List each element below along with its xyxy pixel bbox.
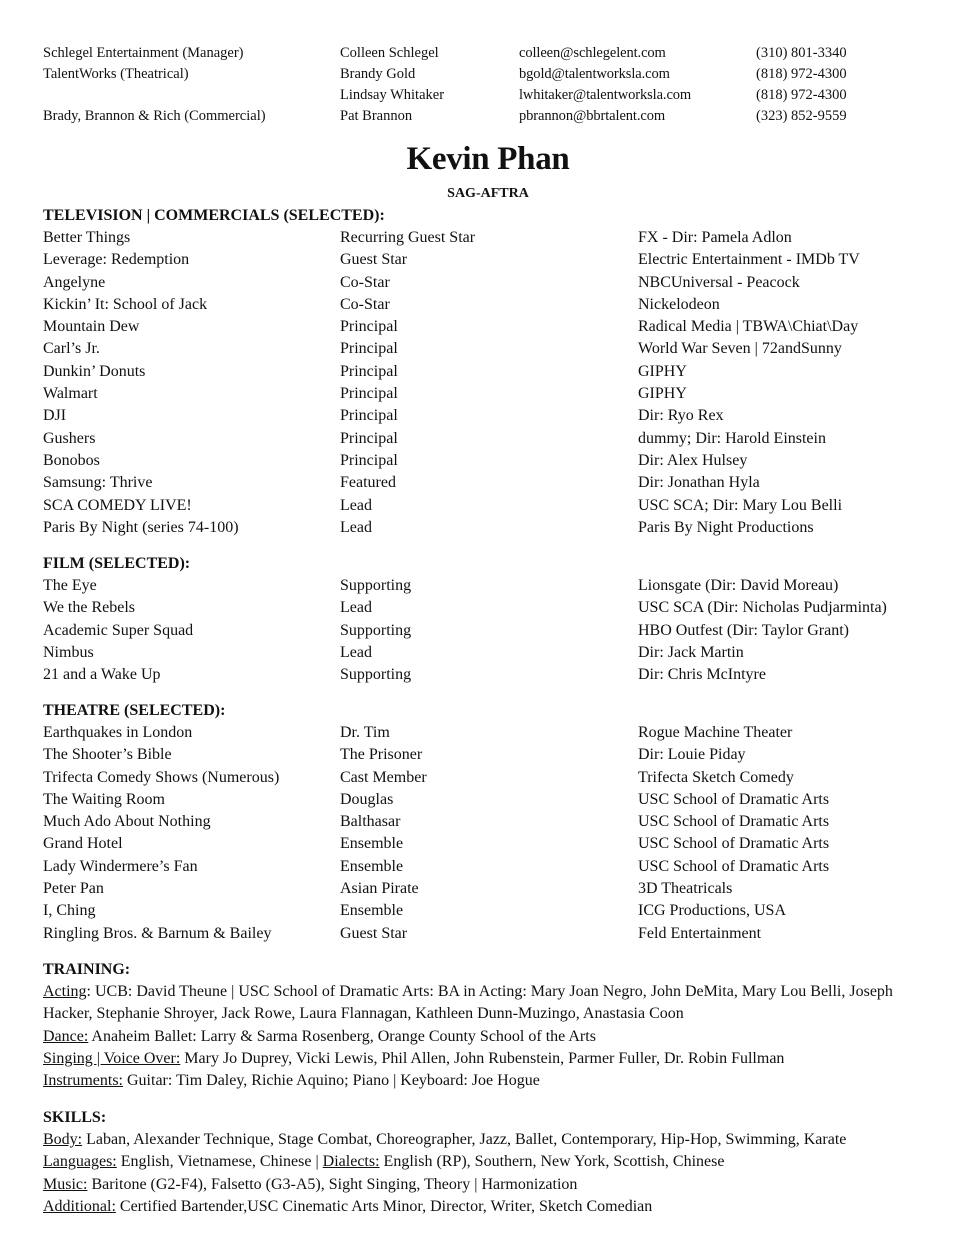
additional-label: Additional: (43, 1197, 116, 1215)
credit-role: Principal (340, 451, 398, 469)
credit-title: The Shooter’s Bible (43, 746, 172, 764)
dialects-label: Dialects: (322, 1153, 380, 1171)
theatre-section (43, 700, 943, 945)
instruments-label: Instruments: (43, 1072, 123, 1090)
credit-role: Principal (340, 318, 398, 336)
body-label: Body: (43, 1131, 83, 1148)
credit-row (43, 767, 943, 789)
film-section (43, 553, 943, 686)
contact-company: Brady, Brannon & Rich (Commercial) (43, 108, 266, 124)
credit-title: Walmart (43, 385, 98, 403)
credit-row (43, 249, 943, 271)
television-credits (43, 227, 943, 539)
credit-production: USC School of Dramatic Arts (638, 857, 830, 875)
credit-row (43, 744, 943, 766)
credit-role: Ensemble (340, 835, 404, 853)
credit-title: DJI (43, 407, 67, 425)
theatre-heading: THEATRE (SELECTED): (43, 702, 226, 719)
credit-title: Much Ado About Nothing (43, 813, 211, 831)
credit-title: Trifecta Comedy Shows (Numerous) (43, 768, 280, 786)
film-heading: FILM (SELECTED): (43, 555, 191, 572)
television-section (43, 205, 943, 539)
skills-body (43, 1129, 943, 1151)
credit-row (43, 833, 943, 855)
dance-text: Anaheim Ballet: Larry & Sarma Rosenberg, Orange County School of the Arts (88, 1027, 596, 1045)
credit-role: The Prisoner (340, 746, 423, 764)
credit-role: Lead (340, 599, 372, 617)
credit-role: Co-Star (340, 273, 390, 291)
credit-title: Mountain Dew (43, 318, 140, 336)
credit-title: Carl’s Jr. (43, 340, 100, 358)
credit-production: Rogue Machine Theater (638, 724, 793, 741)
credit-role: Lead (340, 518, 372, 536)
training-instruments (43, 1070, 943, 1092)
acting-label: Acting (43, 983, 87, 1000)
credit-role: Principal (340, 407, 398, 425)
credit-title: Angelyne (43, 273, 106, 291)
credit-production: GIPHY (638, 362, 687, 380)
skills-section (43, 1107, 943, 1218)
contacts-block (43, 43, 943, 127)
singing-text: Mary Jo Duprey, Vicki Lewis, Phil Allen, John Rubenstein, Parmer Fuller, Dr. Robin Fullman (180, 1049, 785, 1067)
credit-title: Leverage: Redemption (43, 251, 190, 269)
credit-production: FX - Dir: Pamela Adlon (638, 229, 792, 246)
credit-row (43, 361, 943, 383)
credit-row (43, 923, 943, 945)
credit-row (43, 722, 943, 744)
television-heading: TELEVISION | COMMERCIALS (SELECTED): (43, 207, 385, 224)
credit-title: I, Ching (43, 902, 96, 920)
credit-row (43, 294, 943, 316)
credit-production: Feld Entertainment (638, 924, 762, 942)
credit-row (43, 642, 943, 664)
credit-role: Ensemble (340, 857, 404, 875)
credit-row (43, 900, 943, 922)
credit-production: 3D Theatricals (638, 880, 733, 898)
training-heading: TRAINING: (43, 961, 131, 978)
credit-row (43, 316, 943, 338)
credit-production: Dir: Louie Piday (638, 746, 746, 764)
skills-heading: SKILLS: (43, 1109, 107, 1126)
languages-text: English, Vietnamese, Chinese | (116, 1153, 323, 1171)
credit-role: Supporting (340, 577, 412, 594)
credit-production: Radical Media | TBWA\Chiat\Day (638, 318, 859, 336)
credit-production: Dir: Jonathan Hyla (638, 474, 760, 492)
credit-row (43, 878, 943, 900)
credit-production: USC School of Dramatic Arts (638, 813, 830, 831)
credit-title: Better Things (43, 229, 131, 246)
credit-title: 21 and a Wake Up (43, 666, 161, 684)
credit-role: Guest Star (340, 251, 408, 269)
contact-phone: (818) 972-4300 (756, 66, 847, 82)
credit-role: Featured (340, 474, 396, 492)
credit-role: Balthasar (340, 813, 401, 831)
credit-role: Principal (340, 340, 398, 358)
dialects-text: English (RP), Southern, New York, Scottish, Chinese (379, 1153, 725, 1171)
training-singing (43, 1048, 943, 1070)
actor-name: Kevin Phan (406, 141, 570, 177)
credit-title: Bonobos (43, 451, 100, 469)
credit-row (43, 272, 943, 294)
contact-row (43, 106, 943, 127)
credit-role: Douglas (340, 790, 394, 808)
music-label: Music: (43, 1175, 88, 1193)
credit-production: USC SCA; Dir: Mary Lou Belli (638, 496, 843, 514)
contact-company: Schlegel Entertainment (Manager) (43, 45, 244, 61)
additional-text: Certified Bartender,USC Cinematic Arts Minor, Director, Writer, Sketch Comedian (115, 1197, 653, 1215)
credit-production: Dir: Alex Hulsey (638, 451, 748, 469)
union-affiliation: SAG-AFTRA (447, 186, 529, 201)
contact-row (43, 85, 943, 106)
credit-title: Lady Windermere’s Fan (43, 857, 198, 875)
credit-role: Supporting (340, 621, 412, 639)
contact-company: TalentWorks (Theatrical) (43, 66, 189, 82)
credit-production: NBCUniversal - Peacock (638, 273, 800, 291)
contact-email[interactable]: lwhitaker@talentworksla.com (519, 87, 692, 103)
credit-title: Samsung: Thrive (43, 474, 153, 492)
theatre-credits (43, 722, 943, 945)
credit-production: Dir: Jack Martin (638, 643, 744, 661)
credit-title: The Eye (43, 577, 97, 594)
credit-role: Principal (340, 429, 398, 447)
credit-role: Lead (340, 643, 372, 661)
credit-role: Recurring Guest Star (340, 229, 476, 246)
credit-title: Earthquakes in London (43, 724, 193, 741)
credit-title: Dunkin’ Donuts (43, 362, 146, 380)
credit-title: Gushers (43, 429, 96, 447)
languages-label: Languages: (43, 1153, 117, 1171)
singing-label: Singing | Voice Over: (43, 1049, 181, 1067)
film-credits (43, 575, 943, 686)
credit-title: SCA COMEDY LIVE! (43, 496, 192, 514)
body-text: Laban, Alexander Technique, Stage Combat, Choreographer, Jazz, Ballet, Contemporary, Hip-Hop, Swimming, Karate (82, 1131, 847, 1148)
credit-title: The Waiting Room (43, 790, 165, 808)
contact-agent: Colleen Schlegel (340, 45, 439, 61)
training-section (43, 959, 943, 1092)
music-text: Baritone (G2-F4), Falsetto (G3-A5), Sight Singing, Theory | Harmonization (87, 1175, 578, 1193)
credit-production: Electric Entertainment - IMDb TV (638, 251, 860, 269)
credit-title: Kickin’ It: School of Jack (43, 295, 208, 313)
credit-row (43, 472, 943, 494)
contact-agent: Brandy Gold (340, 66, 416, 82)
dance-label: Dance: (43, 1027, 89, 1045)
credit-title: Nimbus (43, 643, 94, 661)
instruments-text: Guitar: Tim Daley, Richie Aquino; Piano | Keyboard: Joe Hogue (123, 1072, 540, 1090)
credit-title: Peter Pan (43, 880, 104, 898)
credit-production: Trifecta Sketch Comedy (638, 768, 794, 786)
credit-row (43, 450, 943, 472)
credit-role: Co-Star (340, 295, 390, 313)
credit-role: Principal (340, 362, 398, 380)
credit-role: Dr. Tim (340, 724, 390, 741)
contact-row (43, 64, 943, 85)
contact-email[interactable]: pbrannon@bbrtalent.com (519, 108, 666, 124)
contact-agent: Lindsay Whitaker (340, 87, 445, 103)
contact-phone: (818) 972-4300 (756, 87, 847, 103)
credit-row (43, 811, 943, 833)
credit-title: Paris By Night (series 74-100) (43, 518, 239, 536)
credit-title: We the Rebels (43, 599, 136, 617)
contact-phone: (310) 801-3340 (756, 45, 847, 61)
credit-row (43, 227, 943, 249)
credit-role: Supporting (340, 666, 412, 684)
credit-row (43, 789, 943, 811)
credit-row (43, 383, 943, 405)
credit-row (43, 620, 943, 642)
skills-music (43, 1174, 943, 1196)
credit-production: Paris By Night Productions (638, 518, 814, 536)
credit-production: Dir: Ryo Rex (638, 407, 724, 425)
credit-title: Ringling Bros. & Barnum & Bailey (43, 924, 272, 942)
credit-role: Principal (340, 385, 398, 403)
credit-row (43, 338, 943, 360)
credit-row (43, 405, 943, 427)
skills-languages (43, 1151, 943, 1173)
credit-production: World War Seven | 72andSunny (638, 340, 842, 358)
contact-email[interactable]: colleen@schlegelent.com (519, 45, 666, 61)
training-acting (43, 981, 943, 1026)
credit-role: Ensemble (340, 902, 404, 920)
contact-row (43, 43, 943, 64)
contact-agent: Pat Brannon (340, 108, 413, 124)
credit-production: USC School of Dramatic Arts (638, 790, 830, 808)
credit-production: Nickelodeon (638, 295, 720, 313)
credit-production: Lionsgate (Dir: David Moreau) (638, 577, 839, 594)
credit-production: dummy; Dir: Harold Einstein (638, 429, 826, 447)
credit-production: USC School of Dramatic Arts (638, 835, 830, 853)
credit-row (43, 856, 943, 878)
credit-title: Academic Super Squad (43, 621, 194, 639)
credit-production: ICG Productions, USA (638, 902, 787, 920)
credit-row (43, 517, 943, 539)
credit-row (43, 495, 943, 517)
credit-production: Dir: Chris McIntyre (638, 666, 766, 684)
credit-row (43, 575, 943, 597)
credit-row (43, 428, 943, 450)
acting-text: : UCB: David Theune | USC School of Dramatic Arts: BA in Acting: Mary Joan Negro, John DeMita, Mary Lou Belli, Joseph Hacker, Stephanie Shroyer, Jack Rowe, Laura Flannagan, Kathleen Dunn-Muzingo, Anastasia Coon (43, 983, 893, 1023)
credit-role: Cast Member (340, 768, 427, 786)
training-dance (43, 1026, 943, 1048)
credit-role: Lead (340, 496, 372, 514)
credit-row (43, 664, 943, 686)
credit-row (43, 597, 943, 619)
contact-phone: (323) 852-9559 (756, 108, 847, 124)
credit-production: USC SCA (Dir: Nicholas Pudjarminta) (638, 599, 887, 617)
credit-role: Asian Pirate (340, 880, 419, 898)
credit-role: Guest Star (340, 924, 408, 942)
credit-production: GIPHY (638, 385, 687, 403)
contact-email[interactable]: bgold@talentworksla.com (519, 66, 670, 82)
credit-production: HBO Outfest (Dir: Taylor Grant) (638, 621, 849, 639)
credit-title: Grand Hotel (43, 835, 123, 853)
skills-additional (43, 1196, 943, 1218)
